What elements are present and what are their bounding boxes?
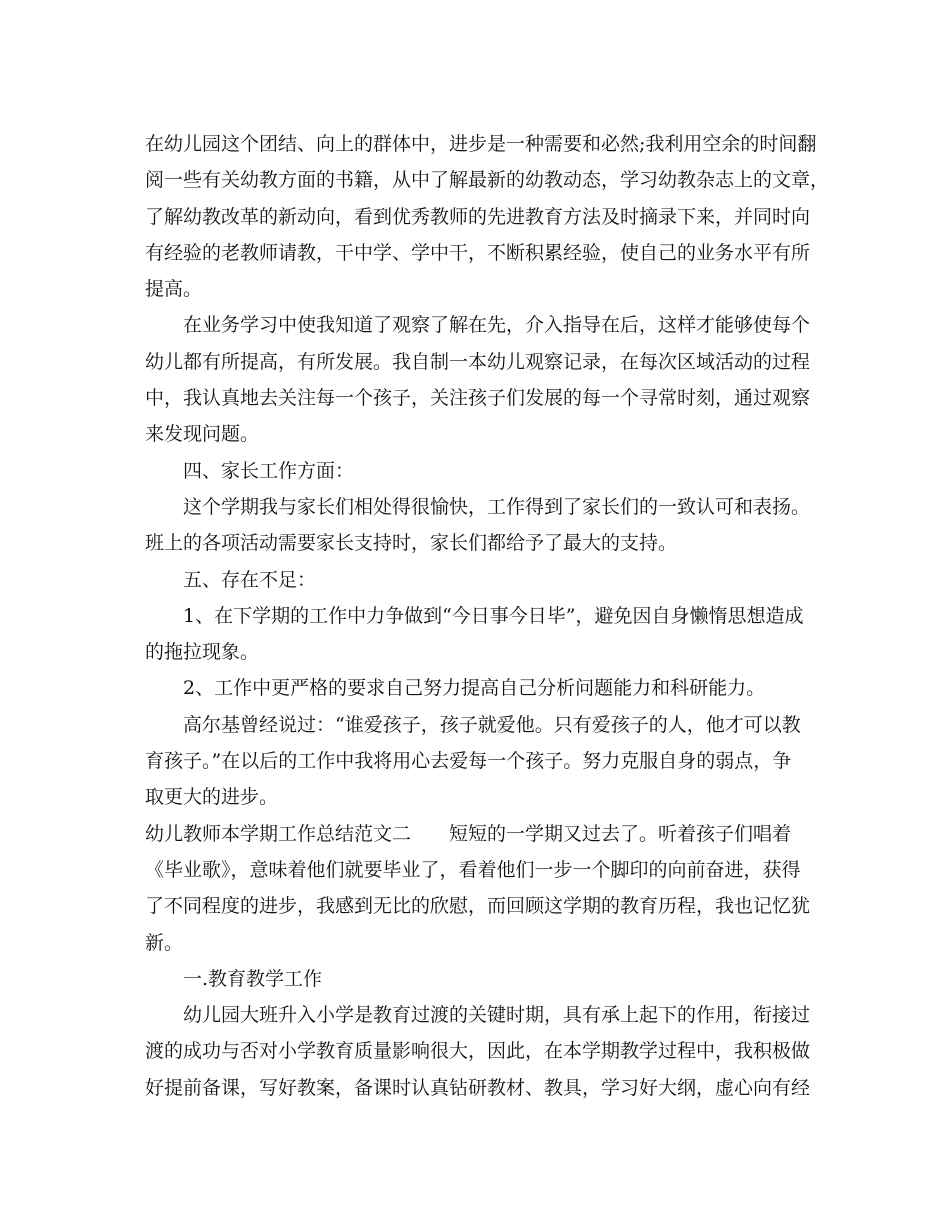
text-line: 来发现问题。 [145, 423, 260, 446]
text-line: 班上的各项活动需要家长支持时，家长们都给予了最大的支持。 [145, 532, 678, 555]
text-line: 了不同程度的进步，我感到无比的欣慰，而回顾这学期的教育历程，我也记忆犹 [145, 895, 811, 918]
text-line: 的拖拉现象。 [145, 641, 260, 664]
text-line: 好提前备课，写好教案，备课时认真钻研教材、教具，学习好大纲，虚心向有经 [145, 1076, 811, 1099]
text-line: 阅一些有关幼教方面的书籍，从中了解最新的幼教动态，学习幼教杂志上的文章， [145, 169, 830, 192]
text-line: 幼儿都有所提高，有所发展。我自制一本幼儿观察记录，在每次区域活动的过程 [145, 350, 811, 373]
text-line: 取更大的进步。 [145, 786, 279, 809]
text-line: 中，我认真地去关注每一个孩子，关注孩子们发展的每一个寻常时刻，通过观察 [145, 387, 811, 410]
text-line: 五、存在不足： [183, 568, 317, 591]
text-line: 新。 [145, 931, 184, 954]
text-line: 四、家长工作方面： [183, 459, 355, 482]
text-line: 有经验的老教师请教，干中学、学中干，不断积累经验，使自己的业务水平有所 [145, 241, 811, 264]
text-line: 提高。 [145, 278, 203, 301]
text-line: 2、工作中更严格的要求自己努力提高自己分析问题能力和科研能力。 [183, 677, 766, 700]
text-line: 幼儿教师本学期工作总结范文二 短短的一学期又过去了。听着孩子们唱着 [145, 822, 792, 845]
text-line: 渡的成功与否对小学教育质量影响很大，因此，在本学期教学过程中，我积极做 [145, 1040, 811, 1063]
text-line: 育孩子。”在以后的工作中我将用心去爱每一个孩子。努力克服自身的弱点，争 [145, 750, 792, 773]
text-line: 在业务学习中使我知道了观察了解在先，介入指导在后，这样才能够使每个 [183, 314, 811, 337]
text-line: 《毕业歌》，意味着他们就要毕业了，看着他们一步一个脚印的向前奋进，获得 [145, 858, 801, 881]
text-line: 幼儿园大班升入小学是教育过渡的关键时期，具有承上起下的作用，衔接过 [183, 1004, 811, 1027]
document-body [145, 126, 830, 1106]
text-line: 高尔基曾经说过：“谁爱孩子，孩子就爱他。只有爱孩子的人，他才可以教 [183, 713, 801, 736]
text-line: 1、在下学期的工作中力争做到“今日事今日毕”，避免因自身懒惰思想造成 [183, 604, 804, 627]
text-line: 一.教育教学工作 [183, 967, 323, 990]
text-line: 在幼儿园这个团结、向上的群体中，进步是一种需要和必然;我利用空余的时间翻 [145, 133, 817, 155]
text-line: 了解幼教改革的新动向，看到优秀教师的先进教育方法及时摘录下来，并同时向 [145, 205, 811, 228]
text-line: 这个学期我与家长们相处得很愉快，工作得到了家长们的一致认可和表扬。 [183, 495, 811, 518]
